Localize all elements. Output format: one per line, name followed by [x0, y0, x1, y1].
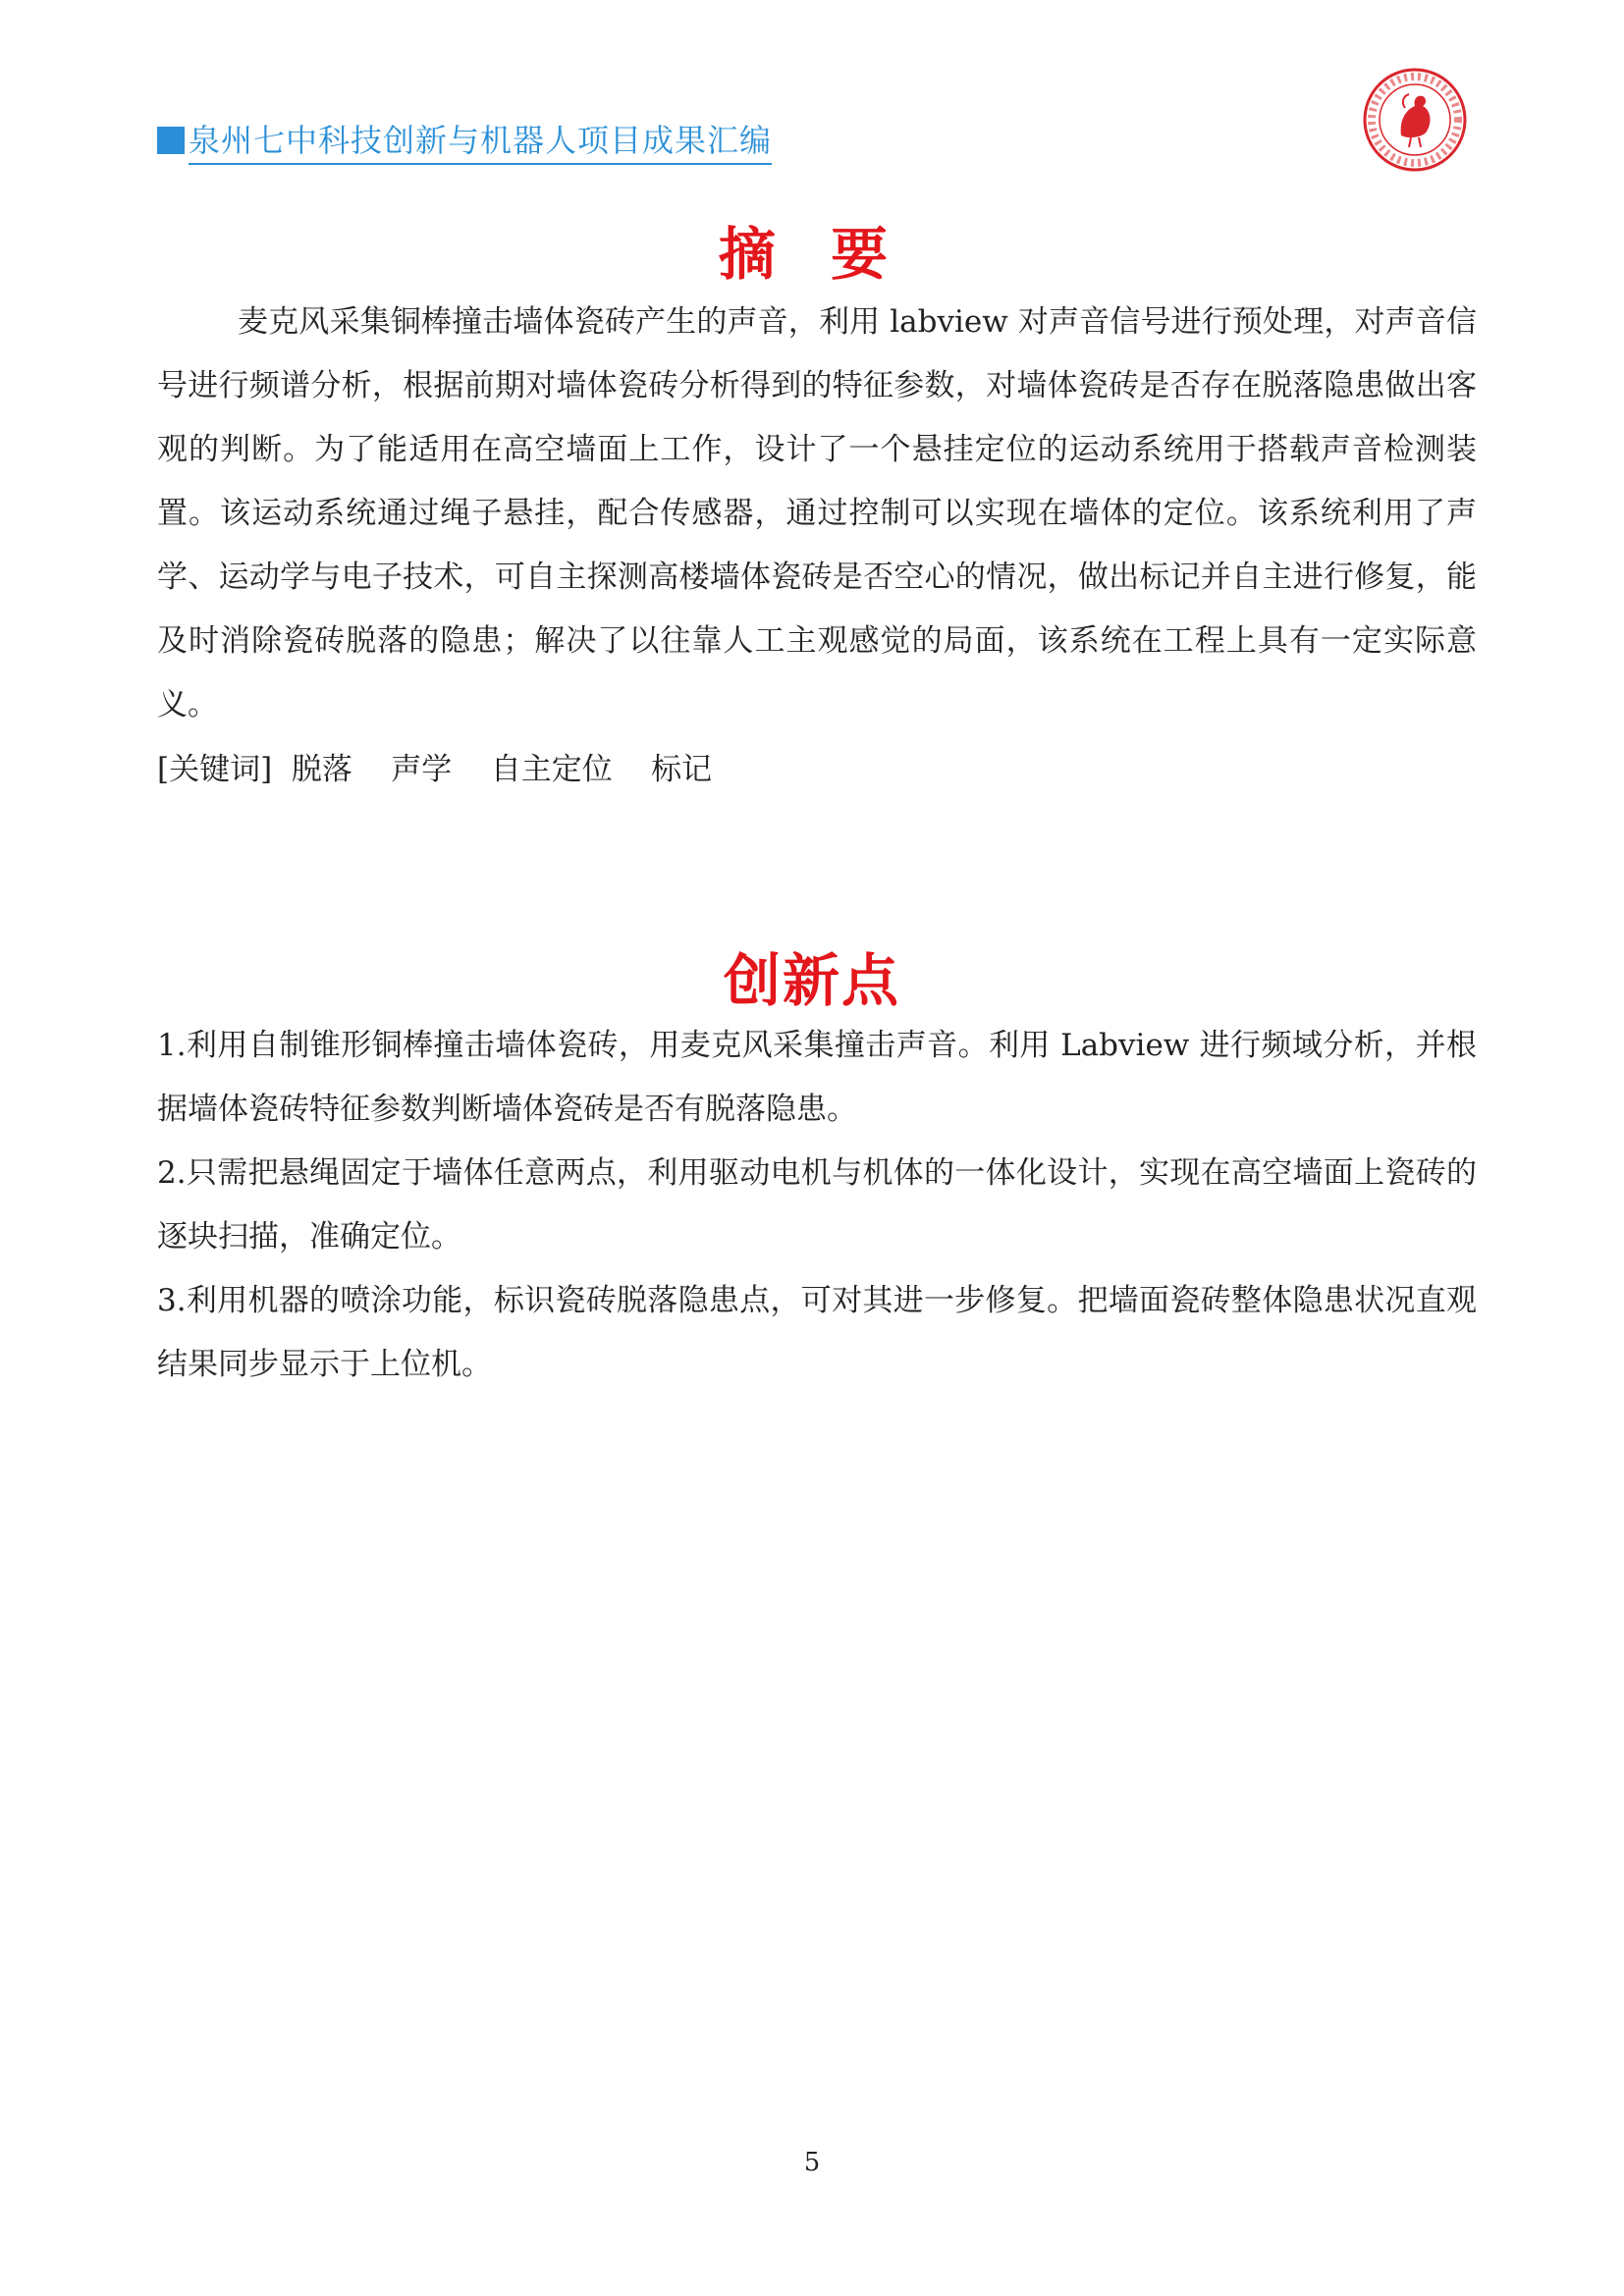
- keywords-line: [关键词] 脱落 声学 自主定位 标记: [157, 752, 713, 787]
- running-header: [157, 118, 772, 163]
- innovation-list: [157, 1014, 1477, 1397]
- school-logo-icon: [1362, 67, 1468, 173]
- abstract-paragraph: 麦克风采集铜棒撞击墙体瓷砖产生的声音，利用 labview 对声音信号进行预处理，对声音信号进行频谱分析，根据前期对墙体瓷砖分析得到的特征参数，对墙体瓷砖是否存在脱落隐患做出客观的判断。为了能适用在高空墙面上工作，设计了一个悬挂定位的运动系统用于搭载声音检测装置。该运动系统通过绳子悬挂，配合传感器，通过控制可以实现在墙体的定位。该系统利用了声学、运动学与电子技术，可自主探测高楼墙体瓷砖是否空心的情况，做出标记并自主进行修复，能及时消除瓷砖脱落的隐患；解决了以往靠人工主观感觉的局面，该系统在工程上具有一定实际意义。: [157, 304, 1477, 722]
- innovation-item: 1.利用自制锥形铜棒撞击墙体瓷砖，用麦克风采集撞击声音。利用 Labview 进行频域分析，并根据墙体瓷砖特征参数判断墙体瓷砖是否有脱落隐患。: [157, 1028, 1477, 1127]
- innovation-item: 2.只需把悬绳固定于墙体任意两点，利用驱动电机与机体的一体化设计，实现在高空墙面上瓷砖的逐块扫描，准确定位。: [157, 1155, 1477, 1255]
- page-number: 5: [803, 2148, 821, 2177]
- header-title: 泉州七中科技创新与机器人项目成果汇编: [189, 116, 772, 165]
- innovation-heading: 创新点: [723, 947, 900, 1014]
- abstract-heading: 摘 要: [718, 221, 906, 288]
- innovation-item: 3.利用机器的喷涂功能，标识瓷砖脱落隐患点，可对其进一步修复。把墙面瓷砖整体隐患状况直观结果同步显示于上位机。: [157, 1283, 1477, 1382]
- header-square-marker: [157, 127, 185, 154]
